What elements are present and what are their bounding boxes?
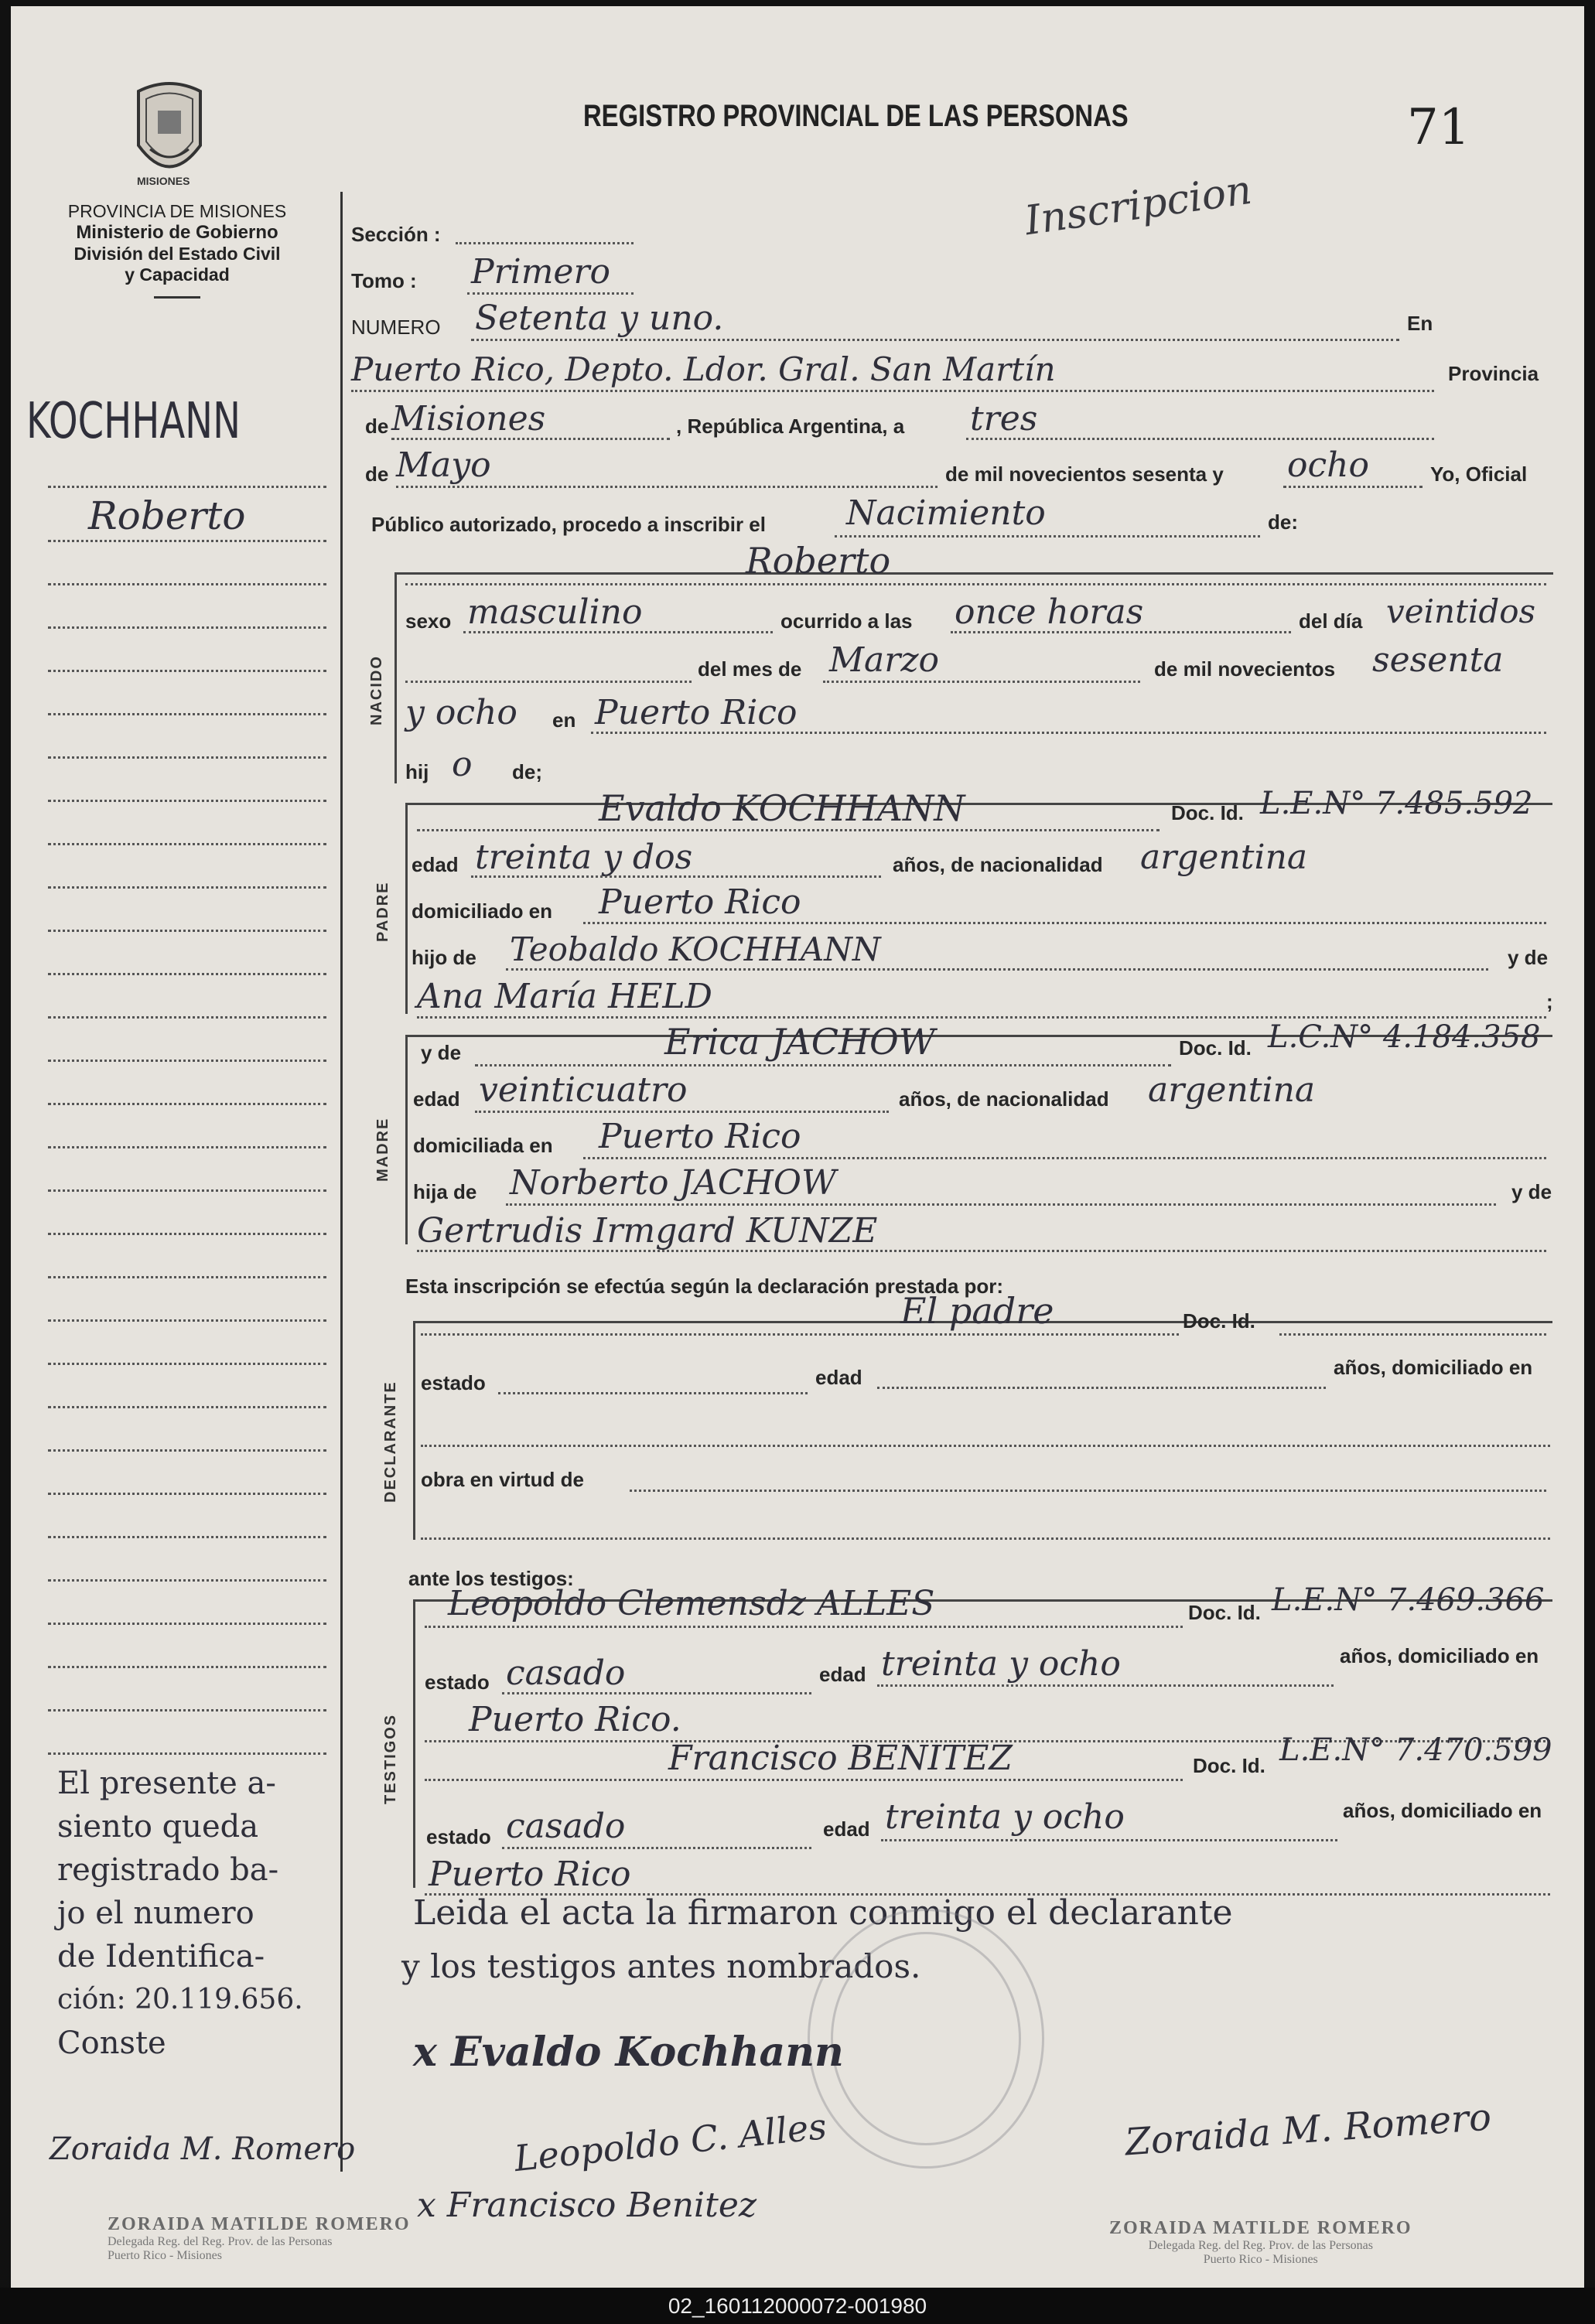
lugar-value: Puerto Rico (595, 693, 798, 732)
declarante-edad-label: edad (815, 1366, 862, 1389)
declarante-name: El padre (900, 1290, 1054, 1332)
testigo1-edad: treinta y ocho (881, 1644, 1121, 1684)
testigos-side-label: TESTIGOS (382, 1713, 399, 1804)
madre-side-label: MADRE (374, 1117, 391, 1182)
tomo-value: Primero (471, 252, 610, 292)
testigos-label: ante los testigos: (408, 1567, 574, 1590)
column-divider (340, 192, 343, 2172)
padre-yde-label: y de (1508, 946, 1549, 969)
seal-left: ZORAIDA MATILDE ROMERO Delegada Reg. del Reg. Prov. de las Personas Puerto Rico - Misiones (108, 2214, 411, 2262)
madre-nac-value: argentina (1148, 1070, 1316, 1110)
padre-edad-value: treinta y dos (475, 838, 693, 877)
handwritten-mark: Inscripcion (1022, 166, 1255, 245)
padre-mother-value: Ana María HELD (417, 977, 712, 1016)
margin-note: El presente a- siento queda registrado ba- jo el numero de Identifica- ción: 20.119.656. Conste (57, 1766, 303, 2061)
testigo2-anios-label: años, domiciliado en (1343, 1799, 1542, 1822)
declarante-doc-label: Doc. Id. (1183, 1309, 1255, 1333)
de-label: de (365, 415, 389, 438)
certificate-page (11, 6, 1584, 2288)
publico-label: Público autorizado, procedo a inscribir el (371, 513, 766, 536)
madre-father-value: Norberto JACHOW (510, 1163, 837, 1203)
scan-id-footer: 02_160112000072-001980 (0, 2288, 1595, 2324)
madre-name: Erica JACHOW (664, 1021, 936, 1063)
seal-right: ZORAIDA MATILDE ROMERO Delegada Reg. del Reg. Prov. de las Personas Puerto Rico - Misiones (1109, 2218, 1412, 2266)
padre-name: Evaldo KOCHHANN (599, 787, 965, 829)
madre-doc-label: Doc. Id. (1179, 1036, 1252, 1060)
nacido-mil-label: de mil novecientos (1154, 657, 1336, 681)
padre-father-value: Teobaldo KOCHHANN (510, 930, 881, 968)
testigo2-name: Francisco BENITEZ (668, 1739, 1013, 1778)
madre-mother-value: Gertrudis Irmgard KUNZE (417, 1211, 878, 1251)
hij-de-label: de; (512, 760, 542, 783)
nacido-name: Roberto (746, 540, 891, 582)
hij-value: o (452, 745, 473, 784)
dia-value: veintidos (1386, 592, 1536, 630)
madre-dom-value: Puerto Rico (599, 1117, 801, 1156)
padre-anios-label: años, de nacionalidad (893, 853, 1103, 876)
testigo1-anios-label: años, domiciliado en (1340, 1644, 1539, 1667)
republica-label: , República Argentina, a (676, 415, 905, 438)
declarante-estado-label: estado (421, 1371, 486, 1394)
issuing-authority: PROVINCIA DE MISIONES Ministerio de Gobierno División del Estado Civil y Capacidad (34, 201, 320, 299)
sexo-value: masculino (467, 592, 643, 632)
testigo1-estado: casado (506, 1653, 626, 1693)
testigo1-dom: Puerto Rico. (469, 1700, 681, 1739)
seccion-label: Sección : (351, 223, 441, 246)
de-label-2: de (365, 462, 389, 486)
margin-surname: KOCHHANN (26, 393, 241, 450)
padre-edad-label: edad (412, 853, 459, 876)
madre-anios-label: años, de nacionalidad (899, 1087, 1109, 1111)
padre-hijo-label: hijo de (412, 946, 476, 969)
signature-oficial: Zoraida M. Romero (1123, 2095, 1493, 2165)
margin-given-name: Roberto (88, 493, 246, 538)
testigo2-edad-label: edad (823, 1817, 870, 1841)
signature-declarante: x Evaldo Kochhann (413, 2029, 844, 2076)
oficial-label: Yo, Oficial (1430, 462, 1528, 486)
testigo1-name: Leopoldo Clemensdz ALLES (448, 1584, 935, 1623)
padre-dom-value: Puerto Rico (599, 882, 801, 922)
signature-testigo1: Leopoldo C. Alles (512, 2104, 829, 2180)
numero-value: Setenta y uno. (475, 299, 724, 338)
testigo1-edad-label: edad (819, 1663, 866, 1686)
mil-label: de mil novecientos sesenta y (945, 462, 1224, 486)
testigo2-edad: treinta y ocho (885, 1797, 1125, 1837)
tomo-label: Tomo : (351, 269, 417, 292)
month-value: Mayo (396, 445, 491, 485)
document-title: REGISTRO PROVINCIAL DE LAS PERSONAS (583, 99, 1129, 133)
padre-doc-label: Doc. Id. (1171, 801, 1244, 824)
testigo2-dom: Puerto Rico (429, 1855, 631, 1894)
mes-label: del mes de (698, 657, 802, 681)
closing-line-1: Leida el acta la firmaron conmigo el declarante (413, 1893, 1233, 1933)
mes-value: Marzo (829, 640, 939, 680)
madre-yde2-label: y de (1511, 1180, 1552, 1203)
dia-label: del día (1299, 609, 1363, 633)
declaracion-label: Esta inscripción se efectúa según la declaración prestada por: (405, 1275, 1004, 1298)
padre-doc-value: L.E.N° 7.485.592 (1260, 786, 1533, 821)
testigo1-estado-label: estado (425, 1670, 490, 1694)
provincia-label: Provincia (1448, 362, 1539, 385)
de-colon: de: (1268, 510, 1298, 534)
obra-label: obra en virtud de (421, 1468, 584, 1491)
madre-doc-value: L.C.N° 4.184.358 (1268, 1019, 1541, 1055)
madre-dom-label: domiciliada en (413, 1134, 553, 1157)
testigo2-estado-label: estado (426, 1825, 491, 1848)
declarante-anios-label: años, domiciliado en (1334, 1356, 1533, 1379)
testigo2-doc: L.E.N° 7.470.599 (1279, 1732, 1552, 1768)
testigo2-estado: casado (506, 1807, 626, 1846)
sexo-label: sexo (405, 609, 452, 633)
closing-line-2: y los testigos antes nombrados. (401, 1947, 921, 1985)
madre-edad-label: edad (413, 1087, 460, 1111)
crest-caption: MISIONES (137, 175, 190, 187)
acto-value: Nacimiento (846, 493, 1046, 533)
nacido-en-label: en (552, 708, 576, 732)
padre-nac-value: argentina (1140, 838, 1308, 877)
hij-label: hij (405, 760, 429, 783)
madre-hija-label: hija de (413, 1180, 477, 1203)
signature-testigo2: x Francisco Benitez (417, 2186, 757, 2225)
padre-semicolon: ; (1546, 990, 1553, 1013)
testigo2-doc-label: Doc. Id. (1193, 1754, 1265, 1777)
numero-label: NUMERO (351, 316, 441, 339)
ocurrido-label: ocurrido a las (780, 609, 913, 633)
madre-edad-value: veinticuatro (479, 1070, 688, 1110)
declarante-section (413, 1321, 1552, 1540)
declarante-side-label: DECLARANTE (382, 1380, 399, 1503)
anio-cont: y ocho (405, 693, 517, 732)
padre-side-label: PADRE (374, 881, 391, 942)
nacido-side-label: NACIDO (368, 655, 385, 725)
day-value: tres (970, 399, 1038, 439)
anio-value: sesenta (1372, 640, 1504, 680)
en-label: En (1407, 312, 1433, 335)
page-number: 71 (1407, 99, 1470, 156)
testigo1-doc: L.E.N° 7.469.366 (1272, 1582, 1545, 1618)
place-value: Puerto Rico, Depto. Ldor. Gral. San Martín (351, 350, 1056, 388)
padre-dom-label: domiciliado en (412, 899, 553, 923)
margin-signature: Zoraida M. Romero (50, 2131, 356, 2167)
provincia-value: Misiones (391, 399, 546, 439)
year-value: ocho (1287, 445, 1369, 485)
hora-value: once horas (955, 592, 1144, 632)
testigo1-doc-label: Doc. Id. (1188, 1601, 1261, 1624)
madre-yde-label: y de (421, 1041, 462, 1064)
